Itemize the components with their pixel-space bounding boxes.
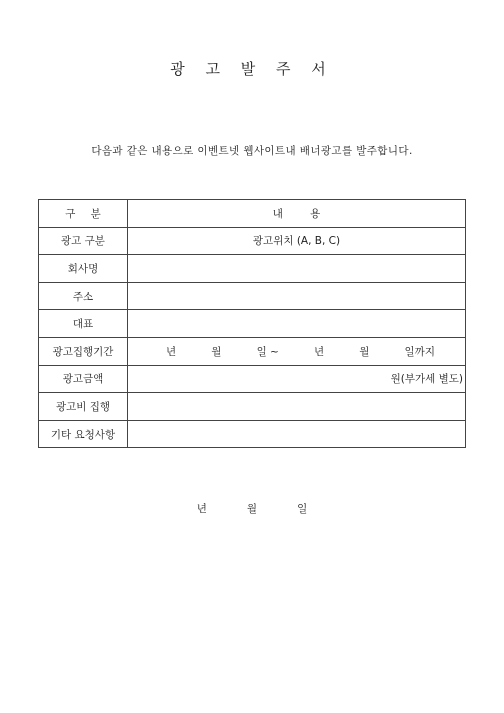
table-row	[39, 310, 466, 338]
ad-position-field[interactable]: 광고위치 (A, B, C)	[128, 227, 466, 255]
period-start-year: 년	[166, 345, 177, 358]
row-label-company: 회사명	[39, 255, 128, 283]
other-requests-field[interactable]	[128, 420, 466, 448]
order-form-table	[38, 199, 466, 448]
header-label-cell: 구 분	[39, 200, 128, 228]
address-field[interactable]	[128, 282, 466, 310]
document-title: 광 고 발 주 서	[170, 60, 334, 78]
table-row	[39, 393, 466, 421]
row-label-representative: 대표	[39, 310, 128, 338]
table-row	[39, 227, 466, 255]
row-label-ad-type: 광고 구분	[39, 227, 128, 255]
date-year: 년	[196, 503, 207, 515]
table-row	[39, 365, 466, 393]
ad-execution-field[interactable]	[128, 393, 466, 421]
row-label-period: 광고집행기간	[39, 337, 128, 365]
date-month: 월	[246, 503, 258, 515]
header-content-cell: 내 용	[128, 200, 466, 228]
period-start-day: 일 ~	[256, 345, 279, 358]
representative-field[interactable]	[128, 310, 466, 338]
company-name-field[interactable]	[128, 255, 466, 283]
table-row	[39, 282, 466, 310]
period-end-day: 일까지	[404, 345, 435, 358]
table-row	[39, 255, 466, 283]
intro-text: 다음과 같은 내용으로 이벤트넷 웹사이트내 배너광고를 발주합니다.	[91, 145, 413, 157]
table-row	[39, 337, 466, 365]
period-end-month: 월	[359, 345, 370, 358]
row-label-address: 주소	[39, 282, 128, 310]
signature-date	[0, 501, 504, 516]
period-line	[128, 344, 465, 359]
table-row	[39, 420, 466, 448]
ad-period-field[interactable]	[128, 337, 466, 365]
date-day: 일	[297, 503, 308, 515]
period-start-month: 월	[211, 345, 222, 358]
row-label-amount: 광고금액	[39, 365, 128, 393]
period-end-year: 년	[313, 345, 325, 358]
ad-amount-field[interactable]: 원(부가세 별도)	[128, 365, 466, 393]
row-label-requests: 기타 요청사항	[39, 420, 128, 448]
table-header-row	[39, 200, 466, 228]
row-label-execution: 광고비 집행	[39, 393, 128, 421]
